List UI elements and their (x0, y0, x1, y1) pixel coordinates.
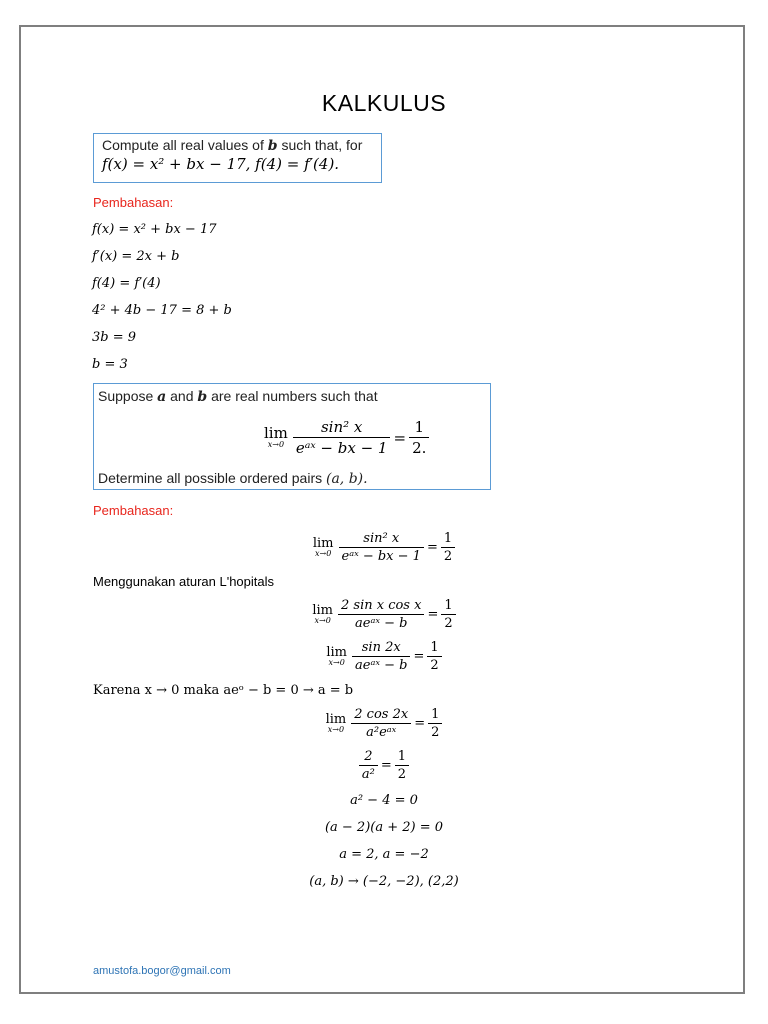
rhs-denominator: 2 (397, 767, 407, 782)
lim-subscript: x→0 (315, 549, 332, 558)
denominator: aeᵃˣ − b (355, 616, 408, 631)
numerator: 2 sin x cos x (338, 598, 424, 615)
solution-2-note-2: Karena x → 0 maka aeᵒ − b = 0 → a = b (93, 683, 354, 698)
solution-2-note-1: Menggunakan aturan L'hopitals (93, 574, 275, 589)
numerator: 2 cos 2x (351, 707, 411, 724)
problem-2-ordered-pair: (a, b). (326, 471, 368, 487)
denominator: a²eᵃˣ (366, 725, 397, 740)
rhs-denominator: 2 (444, 616, 453, 631)
lim-subscript: x→0 (328, 658, 345, 667)
problem-1-intro-line (102, 137, 373, 154)
rhs-numerator: 1 (428, 707, 442, 724)
problem-2-closing: Determine all possible ordered pairs (98, 470, 323, 486)
rhs-denominator: 2. (412, 439, 427, 457)
rhs-fraction (409, 418, 429, 457)
solution-2-step-6: a² − 4 = 0 (350, 793, 418, 808)
lim-subscript: x→0 (327, 725, 345, 734)
numerator: sin² x (293, 418, 391, 438)
problem-2-fraction (293, 418, 391, 457)
numerator: sin² x (339, 531, 424, 548)
lim-word: lim (264, 424, 288, 442)
denominator: a² (361, 767, 375, 782)
solution-1-line-5: 3b = 9 (92, 330, 137, 345)
problem-2-intro-2: and (170, 388, 194, 404)
numerator: 2 (359, 749, 378, 766)
problem-1-var: b (267, 138, 278, 154)
solution-2-step-4: lim x→0 $\frac{2 \cos 2x}{\text{a²eᵃˣ}}$ = $\frac{1}{2}$ (0, 707, 768, 740)
lim-subscript: x→0 (314, 616, 331, 625)
solution-2-step-8: a = 2, a = −2 (339, 847, 429, 862)
lim-subscript: x→0 (267, 440, 285, 449)
equals-sign: = (393, 428, 407, 447)
denominator: eᵃˣ − bx − 1 (295, 439, 388, 457)
rhs-denominator: 2 (431, 725, 440, 740)
problem-2-intro-1: Suppose (98, 388, 154, 404)
solution-2-step-3: lim x→0 $\frac{\sin 2x}{\text{aeᵃˣ − b}}$ = $\frac{1}{2}$ (0, 640, 768, 673)
problem-2-intro-line (98, 388, 486, 405)
solution-1-line-6: b = 3 (92, 357, 128, 372)
rhs-numerator: 1 (427, 640, 441, 657)
solution-2-step-5: $\frac{2}{\text{a²}}$ = $\frac{1}{2}$ (0, 749, 768, 782)
problem-2-lim (264, 426, 288, 449)
solution-1-line-2: f′(x) = 2x + b (92, 249, 180, 264)
problem-1-box (93, 133, 382, 183)
solution-1-line-4: 4² + 4b − 17 = 8 + b (92, 303, 232, 318)
lim-word: lim (312, 536, 334, 551)
lim-word: lim (326, 645, 348, 660)
problem-1-equation: f(x) = x² + bx − 17, f(4) = f′(4). (102, 155, 340, 173)
solution-1-line-3: f(4) = f′(4) (92, 276, 161, 291)
problem-1-suffix: such that, for (281, 137, 363, 153)
rhs-numerator: 1 (409, 418, 429, 438)
rhs-numerator: 1 (441, 531, 455, 548)
rhs-denominator: 2 (430, 658, 439, 673)
rhs-denominator: 2 (443, 549, 453, 564)
solution-1-line-1: f(x) = x² + bx − 17 (92, 222, 217, 237)
problem-2-var-a: a (157, 389, 167, 405)
page-title: KALKULUS (321, 90, 447, 116)
solution-2-step-9: (a, b) → (−2, −2), (2,2) (309, 874, 459, 889)
problem-1-intro: Compute all real values of (102, 137, 264, 153)
solution-2-step-2: lim x→0 $\frac{\text{2 sin x cos x}}{\text{aeᵃˣ − b}}$ = $\frac{1}{2}$ (0, 598, 768, 631)
rhs-numerator: 1 (395, 749, 409, 766)
problem-2-box (93, 383, 491, 490)
problem-2-var-b: b (197, 389, 208, 405)
problem-2-closing-line (98, 470, 368, 487)
footer-email[interactable]: amustofa.bogor@gmail.com (93, 965, 231, 977)
solution-2-step-7: (a − 2)(a + 2) = 0 (324, 820, 444, 835)
problem-2-limit-expression (264, 418, 429, 457)
denominator: eᵃˣ − bx − 1 (341, 549, 421, 564)
numerator: sin 2x (352, 640, 410, 657)
section-label-2: Pembahasan: (93, 503, 174, 518)
problem-2-intro-3: are real numbers such that (211, 388, 378, 404)
rhs-numerator: 1 (441, 598, 455, 615)
lim-word: lim (325, 712, 347, 727)
section-label-1: Pembahasan: (93, 195, 174, 210)
denominator: aeᵃˣ − b (355, 658, 408, 673)
solution-2-step-1: lim x→0 $\frac{\text{sin² x}}{\text{eᵃˣ − bx − 1}}$ = $\frac{1}{2}$ (0, 531, 768, 564)
lim-word: lim (312, 603, 333, 618)
